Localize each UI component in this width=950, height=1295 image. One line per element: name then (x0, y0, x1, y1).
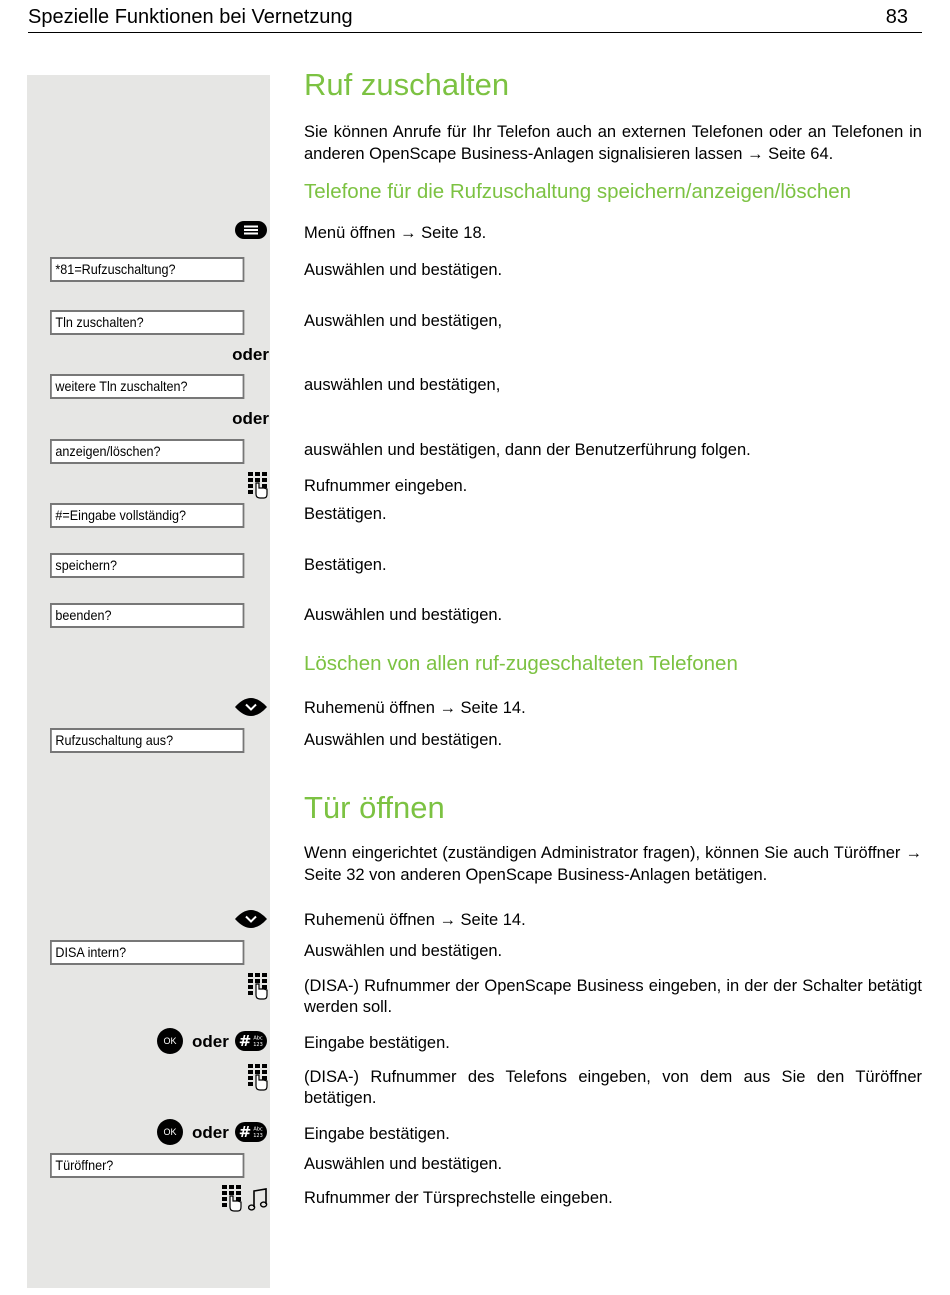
header-divider (28, 32, 922, 33)
hash-key-icon (235, 1031, 267, 1051)
display-option[interactable]: Rufzuschaltung aus? (50, 728, 244, 753)
svg-text:123: 123 (253, 1133, 263, 1139)
section-title-tuer-oeffnen: Tür öffnen (304, 790, 445, 825)
section-intro: Wenn eingerichtet (zuständigen Administrator fragen), können Sie auch Türöffner → Seite 32 von anderen OpenScape Business-Anlagen betätigen. (304, 844, 922, 884)
oder-label: oder (232, 409, 269, 428)
display-option[interactable]: Türöffner? (50, 1153, 244, 1178)
step-text: Auswählen und bestätigen, (304, 312, 503, 330)
step-text: Auswählen und bestätigen. (304, 606, 503, 624)
svg-text:123: 123 (253, 1042, 263, 1048)
svg-text:Abc: Abc (253, 1126, 263, 1133)
keypad-icon (248, 1064, 268, 1091)
step-text: Rufnummer der Türsprechstelle eingeben. (304, 1189, 613, 1207)
hash-key-icon (235, 1122, 267, 1142)
display-option[interactable]: #=Eingabe vollständig? (50, 503, 244, 528)
display-option[interactable]: DISA intern? (50, 940, 244, 965)
ok-key-icon: OK (157, 1028, 183, 1054)
step-text: Auswählen und bestätigen. (304, 942, 503, 960)
keypad-icon (248, 973, 268, 1000)
page-number: 83 (885, 6, 908, 28)
navigation-key-icon (235, 698, 267, 716)
display-option[interactable]: weitere Tln zuschalten? (50, 374, 244, 399)
display-option[interactable]: speichern? (50, 553, 244, 578)
svg-text:#: # (238, 1032, 252, 1050)
display-option[interactable]: Tln zuschalten? (50, 310, 244, 335)
subsection-title: Löschen von allen ruf-zugeschalteten Telefonen (304, 652, 738, 675)
display-option[interactable]: *81=Rufzuschaltung? (50, 257, 244, 282)
step-text: Ruhemenü öffnen → Seite 14. (304, 699, 526, 717)
step-text: (DISA-) Rufnummer des Telefons eingeben, von dem aus Sie den Türöffner betätigen. (304, 1068, 922, 1107)
oder-label: oder (192, 1123, 229, 1142)
subsection-title: Telefone für die Rufzuschaltung speichern/anzeigen/löschen (304, 180, 852, 203)
section-title-ruf-zuschalten: Ruf zuschalten (304, 67, 510, 102)
svg-text:#: # (238, 1123, 252, 1141)
step-text: Eingabe bestätigen. (304, 1125, 450, 1143)
step-text: (DISA-) Rufnummer der OpenScape Business eingeben, in der der Schalter betätigt werden soll. (304, 977, 922, 1016)
ok-key-icon: OK (157, 1119, 183, 1145)
step-text: Menü öffnen → Seite 18. (304, 224, 487, 242)
step-text: Auswählen und bestätigen. (304, 261, 503, 279)
step-text: Ruhemenü öffnen → Seite 14. (304, 911, 526, 929)
display-option[interactable]: beenden? (50, 603, 244, 628)
step-text: Rufnummer eingeben. (304, 477, 468, 495)
navigation-key-icon (235, 910, 267, 928)
step-text: Auswählen und bestätigen. (304, 731, 503, 749)
section-intro: Sie können Anrufe für Ihr Telefon auch an externen Telefonen oder an Telefonen in anderen OpenScape Business-Anlagen signalisieren lassen → Seite 64. (304, 123, 922, 163)
music-note-icon (248, 1188, 268, 1212)
step-text: Bestätigen. (304, 505, 387, 523)
step-text: Auswählen und bestätigen. (304, 1155, 503, 1173)
running-header: Spezielle Funktionen bei Vernetzung (28, 6, 353, 28)
keypad-icon (248, 472, 268, 499)
oder-label: oder (232, 345, 269, 364)
step-text: Eingabe bestätigen. (304, 1034, 450, 1052)
svg-text:Abc: Abc (253, 1035, 263, 1042)
step-text: Bestätigen. (304, 556, 387, 574)
step-text: auswählen und bestätigen, dann der Benutzerführung folgen. (304, 441, 751, 459)
keypad-icon (222, 1185, 242, 1212)
menu-key-icon (235, 221, 267, 239)
step-text: auswählen und bestätigen, (304, 376, 501, 394)
display-option[interactable]: anzeigen/löschen? (50, 439, 244, 464)
oder-label: oder (192, 1032, 229, 1051)
